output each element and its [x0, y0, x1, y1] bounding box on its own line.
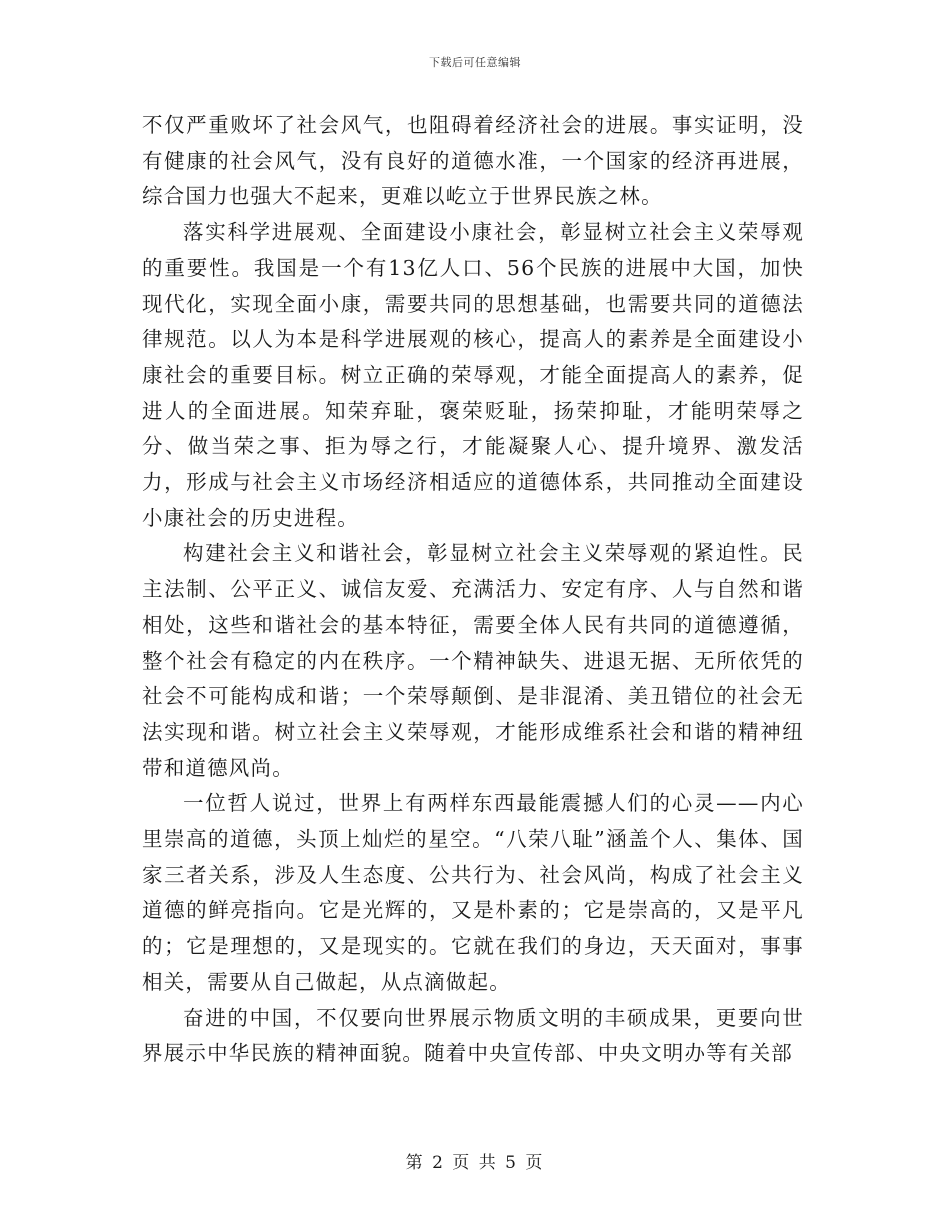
document-body	[142, 108, 804, 1072]
paragraph-3: 构建社会主义和谐社会，彰显树立社会主义荣辱观的紧迫性。民主法制、公平正义、诚信友爱、充满活力、安定有序、人与自然和谐相处，这些和谐社会的基本特征，需要全体人民有共同的道德遵循，整个社会有稳定的内在秩序。一个精神缺失、进退无据、无所依凭的社会不可能构成和谐；一个荣辱颠倒、是非混淆、美丑错位的社会无法实现和谐。树立社会主义荣辱观，才能形成维系社会和谐的精神纽带和道德风尚。	[142, 541, 804, 780]
paragraph-4: 一位哲人说过，世界上有两样东西最能震撼人们的心灵——内心里崇高的道德，头顶上灿烂的星空。“八荣八耻”涵盖个人、集体、国家三者关系，涉及人生态度、公共行为、社会风尚，构成了社会主义道德的鲜亮指向。它是光辉的，又是朴素的；它是崇高的，又是平凡的；它是理想的，又是现实的。它就在我们的身边，天天面对，事事相关，需要从自己做起，从点滴做起。	[142, 791, 804, 994]
paragraph-1: 不仅严重败坏了社会风气，也阻碍着经济社会的进展。事实证明，没有健康的社会风气，没有良好的道德水准，一个国家的经济再进展，综合国力也强大不起来，更难以屹立于世界民族之林。	[142, 113, 804, 209]
page-header: 下载后可任意编辑	[429, 56, 521, 69]
paragraph-5: 奋进的中国，不仅要向世界展示物质文明的丰硕成果，更要向世界展示中华民族的精神面貌。随着中央宣传部、中央文明办等有关部	[142, 1005, 804, 1066]
paragraph-2: 落实科学进展观、全面建设小康社会，彰显树立社会主义荣辱观的重要性。我国是一个有13亿人口、56个民族的进展中大国，加快现代化，实现全面小康，需要共同的思想基础，也需要共同的道德法律规范。以人为本是科学进展观的核心，提高人的素养是全面建设小康社会的重要目标。树立正确的荣辱观，才能全面提高人的素养，促进人的全面进展。知荣弃耻，褒荣贬耻，扬荣抑耻，才能明荣辱之分、做当荣之事、拒为辱之行，才能凝聚人心、提升境界、激发活力，形成与社会主义市场经济相适应的道德体系，共同推动全面建设小康社会的历史进程。	[142, 220, 804, 530]
page-footer: 第 2 页 共 5 页	[405, 1153, 545, 1173]
